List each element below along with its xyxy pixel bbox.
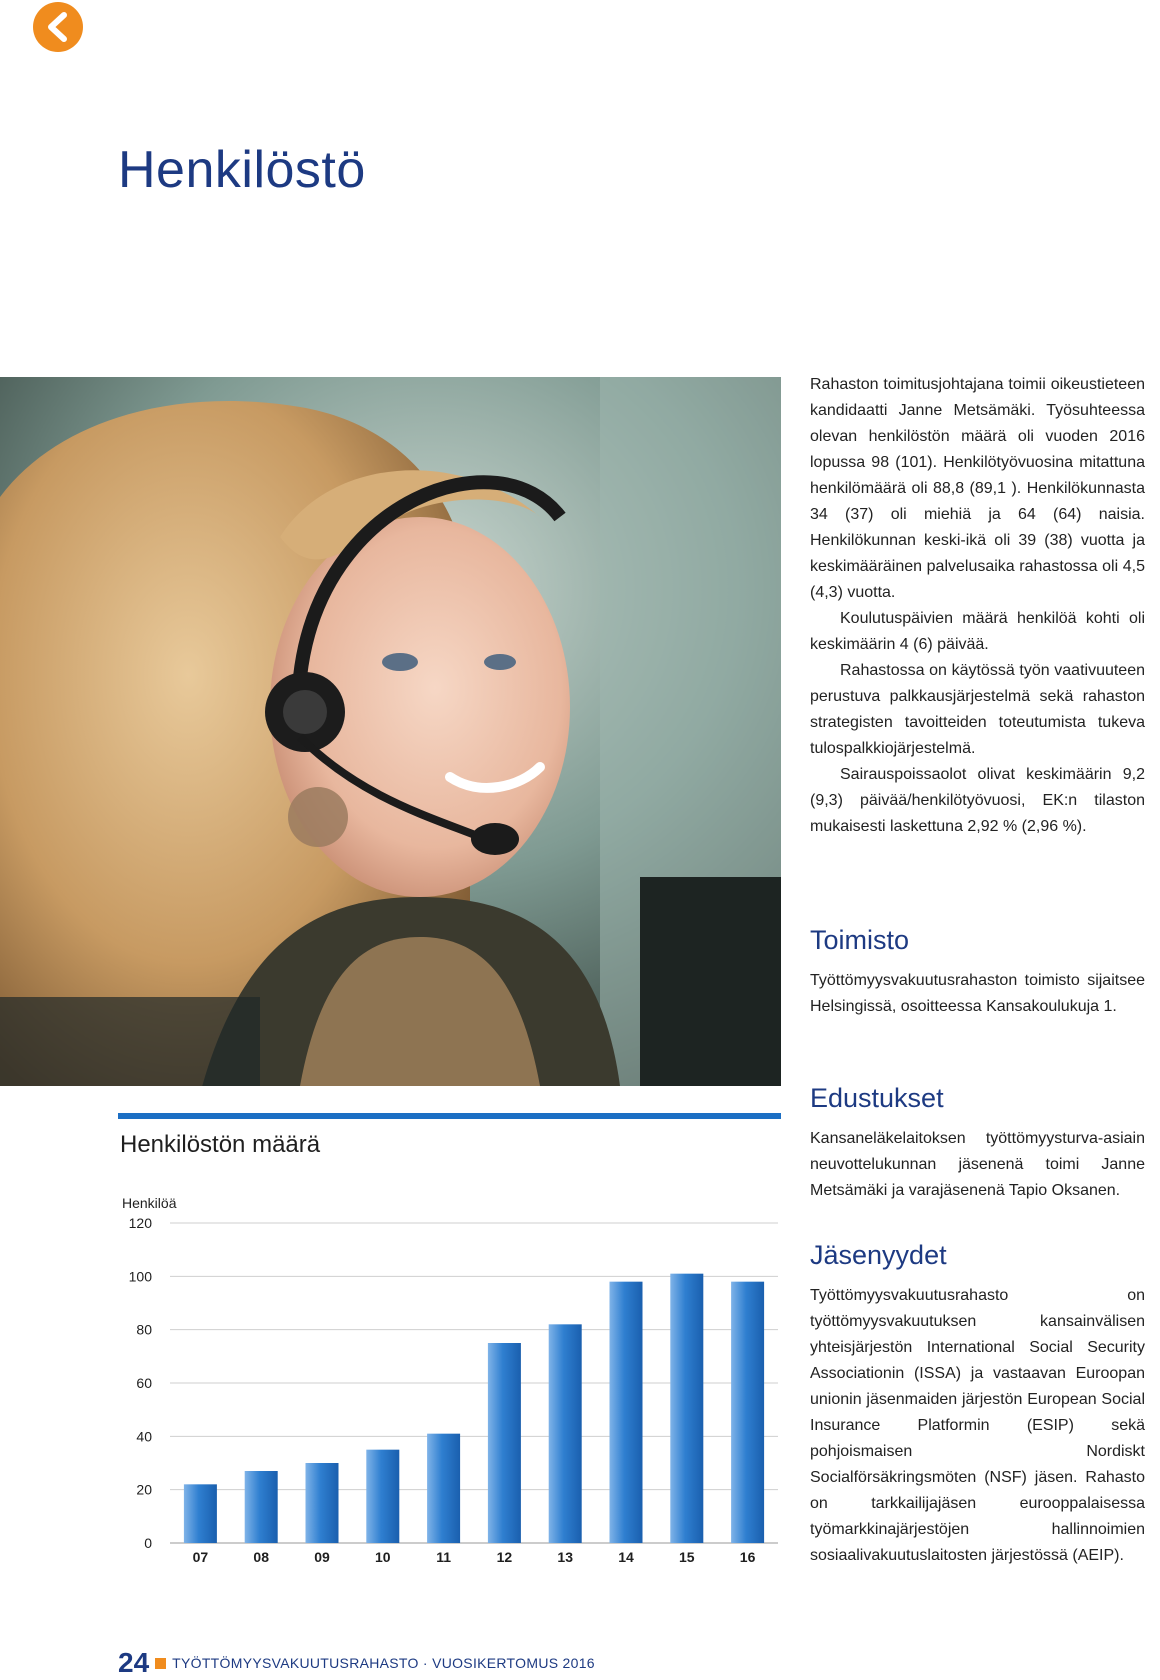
chart-bar bbox=[427, 1434, 460, 1543]
section-edustukset bbox=[810, 1083, 1145, 1204]
chart-plot bbox=[118, 1113, 781, 1573]
chart-bar bbox=[366, 1450, 399, 1543]
chart-x-tick-label: 07 bbox=[192, 1549, 209, 1565]
chart-y-axis-label: Henkilöä bbox=[122, 1195, 177, 1211]
chart-y-tick-label: 80 bbox=[136, 1321, 152, 1338]
publication-name: TYÖTTÖMYYSVAKUUTUSRAHASTO · VUOSIKERTOMUS 2016 bbox=[172, 1655, 595, 1671]
chart-bar bbox=[670, 1274, 703, 1543]
chart-bar bbox=[731, 1282, 764, 1543]
section-text-edustukset: Kansaneläkelaitoksen työttömyysturva-asiain neuvottelukunnan jäsenenä toimi Janne Metsämäki ja varajäsenenä Tapio Oksanen. bbox=[810, 1130, 1145, 1199]
section-heading-toimisto: Toimisto bbox=[810, 925, 910, 955]
chart-title: Henkilöstön määrä bbox=[120, 1131, 321, 1158]
staff-count-chart bbox=[118, 1113, 781, 1573]
chart-y-tick-label: 60 bbox=[136, 1375, 152, 1391]
intro-paragraph: Sairauspoissaolot olivat keskimäärin 9,2 (9,3) päivää/henkilötyövuosi, EK:n tilaston mukaisesti laskettuna 2,92 % (2,96 %). bbox=[810, 766, 1145, 835]
section-text-toimisto: Työttömyysvakuutusrahaston toimisto sijaitsee Helsingissä, osoitteessa Kansakoulukuja 1. bbox=[810, 972, 1145, 1015]
chart-x-tick-label: 09 bbox=[314, 1549, 330, 1565]
chart-x-tick-label: 08 bbox=[253, 1549, 269, 1565]
chart-bar bbox=[610, 1282, 643, 1543]
chart-x-tick-label: 15 bbox=[679, 1549, 695, 1565]
section-heading-jasenyydet: Jäsenyydet bbox=[810, 1240, 947, 1270]
intro-paragraph: Koulutuspäivien määrä henkilöä kohti oli keskimäärin 4 (6) päivää. bbox=[810, 610, 1145, 653]
chart-x-tick-label: 14 bbox=[618, 1549, 634, 1565]
section-jasenyydet bbox=[810, 1240, 1145, 1569]
page-footer bbox=[118, 1648, 595, 1678]
back-button[interactable] bbox=[33, 2, 83, 52]
intro-text-block bbox=[810, 372, 1145, 840]
chart-bar bbox=[488, 1343, 521, 1543]
page-number: 24 bbox=[118, 1647, 150, 1678]
intro-paragraph: Rahaston toimitusjohtajana toimii oikeustieteen kandidaatti Janne Metsämäki. Työsuhteessa olevan henkilöstön määrä oli vuoden 2016 lopussa 98 (101). Henkilötyövuosina mitattuna henkilömäärä oli 88,8 (89,1 ). Henkilökunnasta 34 (37) oli miehiä ja 64 (64) naisia. Henkilökunnan keski-ikä oli 39 (38) vuotta ja keskimääräinen palvelusaika rahastossa oli 4,5 (4,3) vuotta. bbox=[810, 376, 1145, 601]
chevron-left-icon bbox=[33, 2, 83, 52]
chart-bar bbox=[306, 1463, 339, 1543]
intro-paragraph: Rahastossa on käytössä työn vaativuuteen perustuva palkkausjärjestelmä sekä rahaston strategisten tavoitteiden toteutumista tukeva tulospalkkiojärjestelmä. bbox=[810, 662, 1145, 757]
chart-y-tick-label: 0 bbox=[144, 1535, 152, 1551]
chart-x-tick-label: 12 bbox=[496, 1549, 513, 1565]
photo-customer-service-agent bbox=[0, 377, 781, 1086]
chart-y-tick-label: 20 bbox=[136, 1481, 152, 1498]
chart-bar bbox=[184, 1484, 217, 1543]
chart-x-tick-label: 13 bbox=[557, 1549, 573, 1565]
section-toimisto bbox=[810, 925, 1145, 1020]
chart-x-tick-label: 11 bbox=[436, 1549, 452, 1565]
section-text-jasenyydet: Työttömyysvakuutusrahasto on työttömyysvakuutuksen kansainvälisen yhteisjärjestön International Social Security Associationin (ISSA) ja vastaavan Euroopan unionin jäsenmaiden järjestön European Social Insurance Platformin (ESIP) sekä pohjoismaisen Nordiskt Socialförsäkringsmöten (NSF) jäsen. Rahasto on tarkkailijajäsen eurooppalaisessa työmarkkinajärjestöjen hallinnoimien sosiaalivakuutuslaitosten järjestössä (AEIP). bbox=[810, 1287, 1145, 1564]
chart-bar bbox=[549, 1324, 582, 1543]
chart-x-tick-label: 10 bbox=[375, 1549, 391, 1565]
footer-square-icon bbox=[155, 1658, 166, 1669]
page-title: Henkilöstö bbox=[118, 141, 366, 199]
chart-y-tick-label: 100 bbox=[128, 1268, 152, 1285]
section-heading-edustukset: Edustukset bbox=[810, 1083, 944, 1113]
chart-x-tick-label: 16 bbox=[739, 1549, 756, 1565]
chart-y-tick-label: 120 bbox=[128, 1215, 152, 1231]
chart-y-tick-label: 40 bbox=[136, 1428, 152, 1445]
chart-bar bbox=[245, 1471, 278, 1543]
